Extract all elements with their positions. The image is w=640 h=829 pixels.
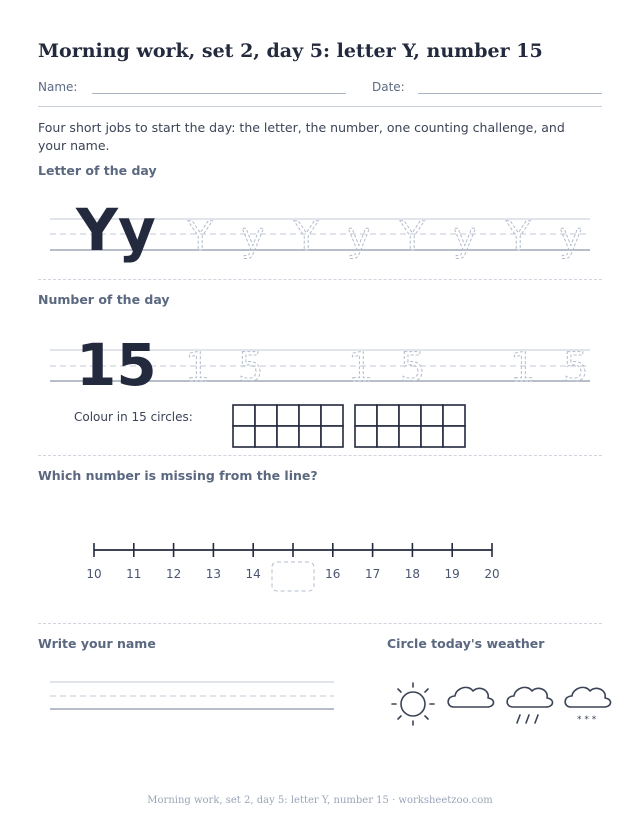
number-line-label: 18: [404, 567, 421, 581]
weather-icons: [384, 674, 620, 734]
ten-frame-cell: [255, 405, 277, 426]
ten-frame-cell: [399, 405, 421, 426]
number-line-label: 14: [245, 567, 261, 581]
ten-frame-cell: [299, 405, 321, 426]
trace-letter[interactable]: y: [347, 214, 371, 260]
trace-digit[interactable]: 5: [238, 345, 264, 391]
ten-frame-cell: [255, 426, 277, 447]
ten-frame-cell: [421, 405, 443, 426]
ten-frame-cell: [377, 405, 399, 426]
ten-frame-cell: [355, 426, 377, 447]
ten-frame-cell: [443, 405, 465, 426]
number-heading: Number of the day: [38, 292, 170, 307]
number-line-label: 13: [205, 567, 222, 581]
date-line[interactable]: [418, 93, 602, 94]
name-line[interactable]: [92, 93, 346, 94]
letter-heading: Letter of the day: [38, 163, 157, 178]
number-line-label: 11: [126, 567, 142, 581]
trace-digit[interactable]: 1: [185, 345, 211, 391]
missing-heading: Which number is missing from the line?: [38, 468, 318, 483]
trace-letter[interactable]: y: [559, 214, 583, 260]
trace-digit[interactable]: 5: [400, 345, 426, 391]
ten-frame-cell: [321, 405, 343, 426]
trace-digit[interactable]: 1: [510, 345, 536, 391]
date-label: Date:: [372, 80, 405, 94]
ten-frame-cell: [299, 426, 321, 447]
number-line-label: 10: [86, 567, 102, 581]
letter-model: Yy: [76, 196, 156, 264]
letter-trace-row: [187, 214, 583, 260]
section-divider-1: [38, 279, 602, 280]
number-line-label: 16: [325, 567, 341, 581]
number-trace-row: [185, 345, 588, 391]
ten-frame-cell: [233, 405, 255, 426]
missing-number-box[interactable]: [272, 562, 314, 591]
name-heading: Write your name: [38, 636, 156, 651]
ten-frame-cell: [443, 426, 465, 447]
sun-icon[interactable]: [392, 683, 434, 725]
trace-letter[interactable]: Y: [188, 214, 213, 260]
trace-letter[interactable]: y: [241, 214, 265, 260]
ten-frame-cell: [399, 426, 421, 447]
number-model: 15: [76, 331, 157, 394]
number-line-label: 20: [484, 567, 500, 581]
number-line-label: 12: [165, 567, 182, 581]
ten-frame-cell: [233, 426, 255, 447]
letter-tracing-area: [38, 190, 598, 270]
snow-cloud-icon[interactable]: [565, 687, 610, 725]
number-line-label: 19: [444, 567, 460, 581]
ten-frame-cell: [277, 405, 299, 426]
footer-text: Morning work, set 2, day 5: letter Y, number 15 · worksheetzoo.com: [147, 795, 493, 806]
name-label: Name:: [38, 80, 78, 94]
ten-frame-cell: [377, 426, 399, 447]
trace-letter[interactable]: Y: [400, 214, 425, 260]
ten-frame-cell: [277, 426, 299, 447]
header-divider: [38, 106, 602, 107]
section-divider-3: [38, 623, 602, 624]
ten-frames[interactable]: [232, 404, 472, 452]
svg-text:* * *: * * *: [577, 715, 597, 725]
weather-heading: Circle today's weather: [387, 636, 545, 651]
trace-letter[interactable]: y: [453, 214, 477, 260]
cloud-icon[interactable]: [448, 687, 493, 707]
section-divider-2: [38, 455, 602, 456]
intro-text: Four short jobs to start the day: the letter, the number, one counting challenge, and your name.: [38, 120, 565, 153]
number-line: [80, 536, 510, 598]
number-tracing-area: [38, 322, 598, 394]
ten-frame-cell: [421, 426, 443, 447]
trace-digit[interactable]: 1: [348, 345, 374, 391]
circles-label: Colour in 15 circles:: [74, 410, 193, 424]
trace-digit[interactable]: 5: [563, 345, 589, 391]
name-writing-lines[interactable]: [48, 676, 338, 716]
trace-letter[interactable]: Y: [294, 214, 319, 260]
number-line-label: 17: [364, 567, 381, 581]
page-title: Morning work, set 2, day 5: letter Y, number 15: [38, 40, 543, 62]
ten-frame-cell: [355, 405, 377, 426]
ten-frame-cell: [321, 426, 343, 447]
rain-cloud-icon[interactable]: [507, 687, 552, 723]
trace-letter[interactable]: Y: [506, 214, 531, 260]
